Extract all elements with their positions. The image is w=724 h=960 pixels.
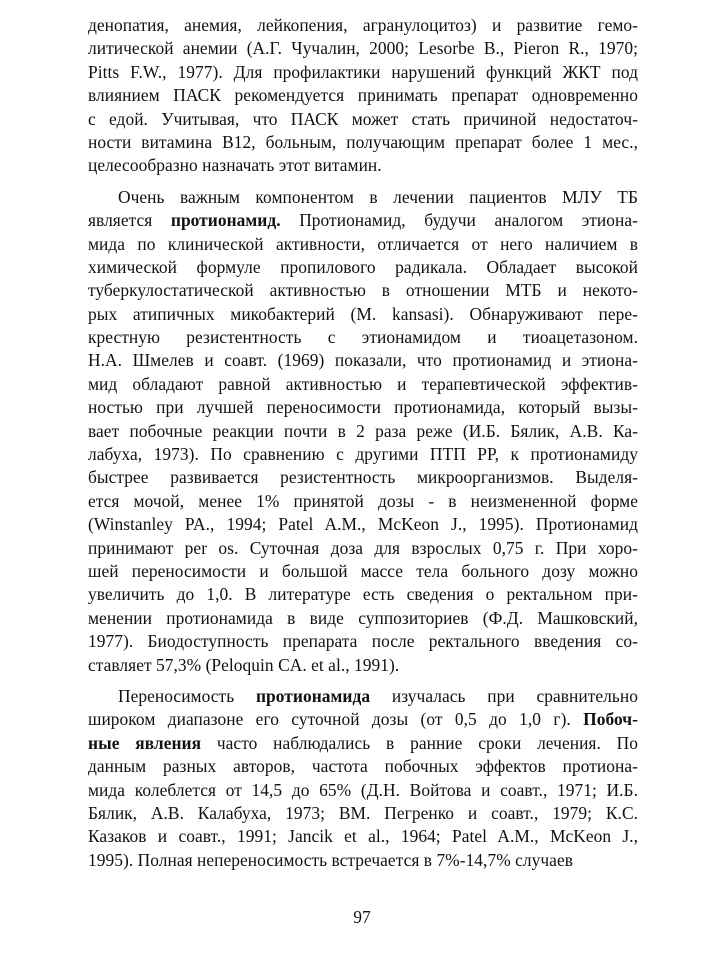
text-line xyxy=(88,108,638,131)
text-run: влиянием ПАСК рекомендуется принимать препарат одновременно xyxy=(88,85,638,106)
text-run: мид обладают равной активностью и терапевтической эффектив- xyxy=(88,373,638,394)
paragraph-gap xyxy=(88,178,638,186)
text-run: Pitts F.W., 1977). Для профилактики нарушений функций ЖКТ под xyxy=(88,61,638,82)
text-run: Очень важным компонентом в лечении пациентов МЛУ ТБ xyxy=(118,186,638,207)
text-line xyxy=(88,513,638,536)
text-run: Протионамид, будучи аналогом этиона- xyxy=(280,210,638,231)
text-run: часто наблюдались в ранние сроки лечения. По xyxy=(201,732,638,753)
text-run: Переносимость xyxy=(118,685,256,706)
text-line xyxy=(88,825,638,848)
bold-term: Побоч- xyxy=(583,709,638,730)
paragraph xyxy=(88,685,638,872)
bold-term: ные явления xyxy=(88,732,202,753)
text-run: является xyxy=(88,210,171,231)
text-run: лабуха, 1973). По сравнению с другими ПТП РР, к протионамиду xyxy=(88,444,638,465)
text-line xyxy=(88,849,638,872)
text-line xyxy=(88,14,638,37)
text-run: литической анемии (А.Г. Чучалин, 2000; Lesorbe B., Pieron R., 1970; xyxy=(88,38,638,59)
text-run: 1995). Полная непереносимость встречается в 7%-14,7% случаев xyxy=(88,849,573,870)
text-run: крестную резистентность с этионамидом и тиоацетазоном. xyxy=(88,327,638,348)
paragraphs-container xyxy=(88,14,638,872)
text-run: ностью при лучшей переносимости протионамида, который вызы- xyxy=(88,397,638,418)
text-run: менении протионамида в виде суппозиториев (Ф.Д. Машковский, xyxy=(88,607,638,628)
text-run: 1977). Биодоступность препарата после ректального введения со- xyxy=(88,631,638,652)
text-line xyxy=(88,279,638,302)
text-line xyxy=(88,443,638,466)
text-line xyxy=(88,466,638,489)
text-line xyxy=(88,732,638,755)
text-run: Бялик, А.В. Калабуха, 1973; ВМ. Пегренко и соавт., 1979; К.С. xyxy=(88,802,638,823)
text-line xyxy=(88,583,638,606)
bold-term: протионамида xyxy=(255,685,371,706)
text-run: денопатия, анемия, лейкопения, агранулоцитоз) и развитие гемо- xyxy=(88,15,638,35)
text-line xyxy=(88,630,638,653)
text-line xyxy=(88,560,638,583)
text-line xyxy=(88,779,638,802)
text-line xyxy=(88,154,638,177)
text-run: ставляет 57,3% (Peloquin CA. et al., 1991). xyxy=(88,654,400,675)
text-line xyxy=(88,303,638,326)
text-run: быстрее развивается резистентность микроорганизмов. Выделя- xyxy=(88,467,638,488)
text-line xyxy=(88,209,638,232)
text-run: увеличить до 1,0. В литературе есть сведения о ректальном при- xyxy=(88,584,638,605)
text-line xyxy=(88,685,638,708)
text-run: принимают per os. Суточная доза для взрослых 0,75 г. При хоро- xyxy=(88,537,638,558)
text-line xyxy=(88,420,638,443)
text-line xyxy=(88,607,638,630)
text-run: рых атипичных микобактерий (M. kansasi). Обнаруживают пере- xyxy=(88,303,638,324)
text-run: туберкулостатической активностью в отношении МТБ и некото- xyxy=(88,280,638,301)
paragraph xyxy=(88,186,638,677)
text-line xyxy=(88,84,638,107)
text-run: широком диапазоне его суточной дозы (от 0,5 до 1,0 г). xyxy=(88,709,584,730)
text-line xyxy=(88,708,638,731)
text-line xyxy=(88,396,638,419)
paragraph-gap xyxy=(88,677,638,685)
text-line xyxy=(88,373,638,396)
text-line xyxy=(88,186,638,209)
paragraph xyxy=(88,14,638,178)
text-run: шей переносимости и большой массе тела больного дозу можно xyxy=(88,560,638,581)
text-line xyxy=(88,755,638,778)
page-number: 97 xyxy=(353,907,371,927)
text-run: вает побочные реакции почти в 2 раза реже (И.Б. Бялик, А.В. Ка- xyxy=(88,420,638,441)
page-text-block xyxy=(88,14,638,872)
text-run: ности витамина В12, больным, получающим препарат более 1 мес., xyxy=(88,131,638,152)
text-line xyxy=(88,37,638,60)
text-line xyxy=(88,349,638,372)
text-run: мида колеблется от 14,5 до 65% (Д.Н. Войтова и соавт., 1971; И.Б. xyxy=(88,779,638,800)
text-run: изучалась при сравнительно xyxy=(370,685,638,706)
text-run: (Winstanley PA., 1994; Patel A.M., McKeon J., 1995). Протионамид xyxy=(88,514,638,535)
text-run: данным разных авторов, частота побочных эффектов протиона- xyxy=(88,756,638,777)
text-line xyxy=(88,131,638,154)
text-line xyxy=(88,654,638,677)
text-run: ется мочой, менее 1% принятой дозы - в неизмененной форме xyxy=(88,490,638,511)
text-line xyxy=(88,61,638,84)
text-line xyxy=(88,256,638,279)
text-line xyxy=(88,537,638,560)
text-line xyxy=(88,490,638,513)
text-run: Казаков и соавт., 1991; Jancik et al., 1964; Patel A.M., McKeon J., xyxy=(88,826,638,847)
text-run: химической формуле пропилового радикала. Обладает высокой xyxy=(88,256,638,277)
text-line xyxy=(88,326,638,349)
text-run: Н.А. Шмелев и соавт. (1969) показали, что протионамид и этиона- xyxy=(88,350,638,371)
text-run: целесообразно назначать этот витамин. xyxy=(88,155,382,176)
bold-term: протионамид. xyxy=(170,210,281,231)
text-line xyxy=(88,233,638,256)
text-line xyxy=(88,802,638,825)
text-run: мида по клинической активности, отличается от него наличием в xyxy=(88,233,638,254)
text-run: с едой. Учитывая, что ПАСК может стать причиной недостаточ- xyxy=(88,108,638,129)
